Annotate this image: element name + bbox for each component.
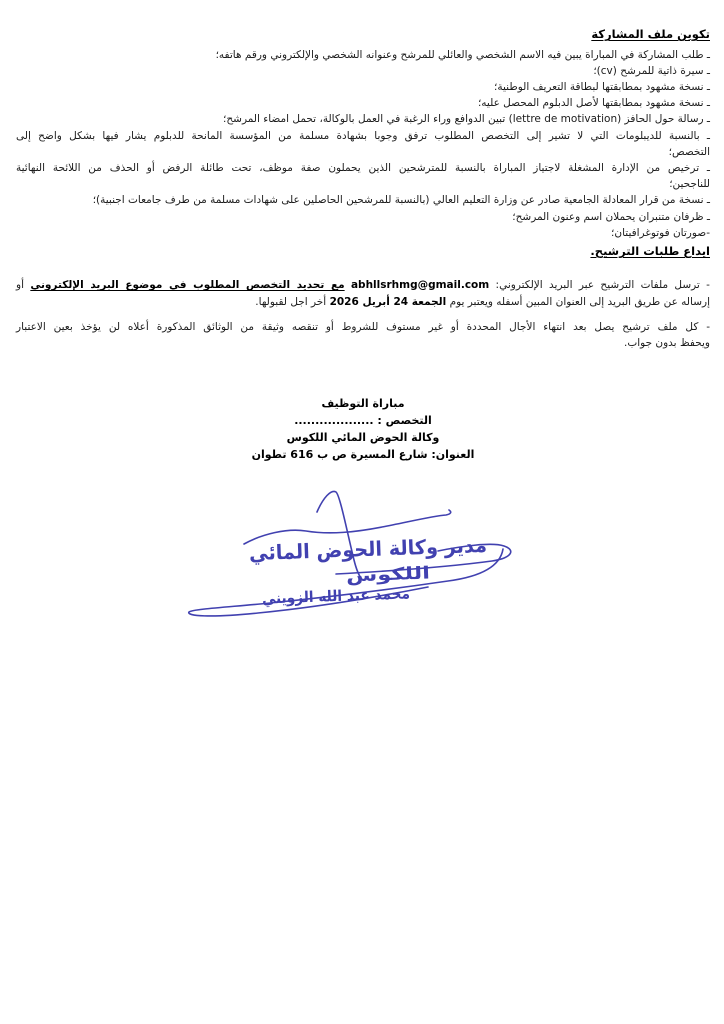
mailing-address-block (16, 395, 710, 463)
document-body (16, 26, 710, 463)
doc-line-equivalence-decision: ـ نسخة من قرار المعادلة الجامعية صادر عن وزارة التعليم العالي (بالنسبة للمرشحين الحاصلين على شهادات مسلمة من طرف جامعات اجنبية)؛ (92, 194, 710, 207)
deadline-text-after-date: أخر اجل لقبولها. (255, 295, 327, 308)
signature-role-line1: مدير وكالة الحوض المائي (248, 532, 497, 566)
address-line-specialty: التخصص : ................... (294, 414, 432, 428)
submission-text-or: أو (16, 279, 24, 292)
signature-stroke-diagonal (317, 491, 361, 578)
signature-stamp-text (248, 532, 497, 608)
section-heading-participation-file: تكوين ملف المشاركة (591, 27, 710, 41)
doc-line-application-request: ـ طلب المشاركة في المباراة يبين فيه الاسم الشخصي والعائلي للمرشح وعنوانه الشخصي والإلكتروني ورقم هاتفه؛ (215, 48, 710, 61)
doc-line-email-submission (16, 277, 710, 293)
doc-line-diplomas-specialty-1: ـ بالنسبة للديبلومات التي لا تشير إلى التخصص المطلوب ترفق وجوبا بشهادة مسلمة من المؤسسة المانحة للدبلوم يشار فيها بشكل واضح إلى (16, 129, 710, 142)
doc-line-diplomas-specialty-2: التخصص؛ (668, 145, 710, 158)
address-line-competition: مباراة التوظيف (321, 397, 405, 411)
doc-line-employer-authorization-1: ـ ترخيص من الإدارة المشغلة لاجتياز المباراة بالنسبة للمترشحين الذين يحملون صفة موظف، تحت طائلة الرفض أو الحذف من اللائحة النهائية (16, 161, 710, 174)
doc-line-motivation-letter: ـ رسالة حول الحافز (lettre de motivation) تبين الدوافع وراء الرغبة في العمل بالوكالة، تحمل امضاء المرشح؛ (223, 113, 710, 126)
signature-strokes (189, 491, 511, 616)
doc-line-id-copy: ـ نسخة مشهود بمطابقتها لبطاقة التعريف الوطنية؛ (494, 80, 710, 93)
signature-name: محمد عبد الله الزويني (261, 583, 425, 608)
doc-line-stamped-envelopes: ـ ظرفان متنبران يحملان اسم وعنون المرشح؛ (512, 210, 710, 223)
deadline-date: الجمعة 24 أبريل 2026 (329, 295, 447, 308)
doc-line-late-files-1: - كل ملف ترشيح يصل بعد انتهاء الأجال المحددة أو غير مستوف للشروط أو تنقصه وثيقة من الوثائق المذكورة أعلاه لن يؤخذ بعين الاعتبار (16, 320, 710, 333)
submission-text-before-email: - ترسل ملفات الترشيح عبر البريد الإلكتروني: (495, 279, 710, 292)
section-heading-application-submission: ايداع طلبات الترشيح. (590, 243, 710, 258)
address-line-agency: وكالة الحوض المائي اللكوس (286, 431, 440, 445)
doc-line-deadline (16, 294, 710, 310)
doc-line-diploma-copy: ـ نسخة مشهود بمطابقتها لأصل الدبلوم المحصل عليه؛ (477, 97, 710, 110)
signature-stroke-right-loop (336, 544, 511, 574)
doc-line-cv: ـ سيرة ذاتية للمرشح (cv)؛ (593, 64, 710, 77)
subject-specialty-note: مع تحديد التخصص المطلوب في موضوع البريد الإلكتروني (30, 279, 345, 292)
doc-line-late-files-2: ويحفظ بدون جواب. (624, 337, 710, 350)
deadline-text-before-date: إرساله عن طريق البريد إلى العنوان المبين أسفله ويعتبر يوم (449, 295, 710, 308)
doc-line-employer-authorization-2: للناجحين؛ (669, 178, 710, 191)
address-line-street: العنوان: شارع المسيرة ص ب 616 تطوان (251, 448, 475, 462)
signature-stroke-bottom-loop (189, 549, 503, 616)
doc-line-photos: -صورتان فوتوغرافيتان؛ (611, 226, 710, 239)
email-address: abhllsrhmg@gmail.com (350, 279, 490, 292)
signature-role-line2: اللكوس (345, 564, 410, 587)
signature-stroke-upper-wave (244, 510, 451, 544)
